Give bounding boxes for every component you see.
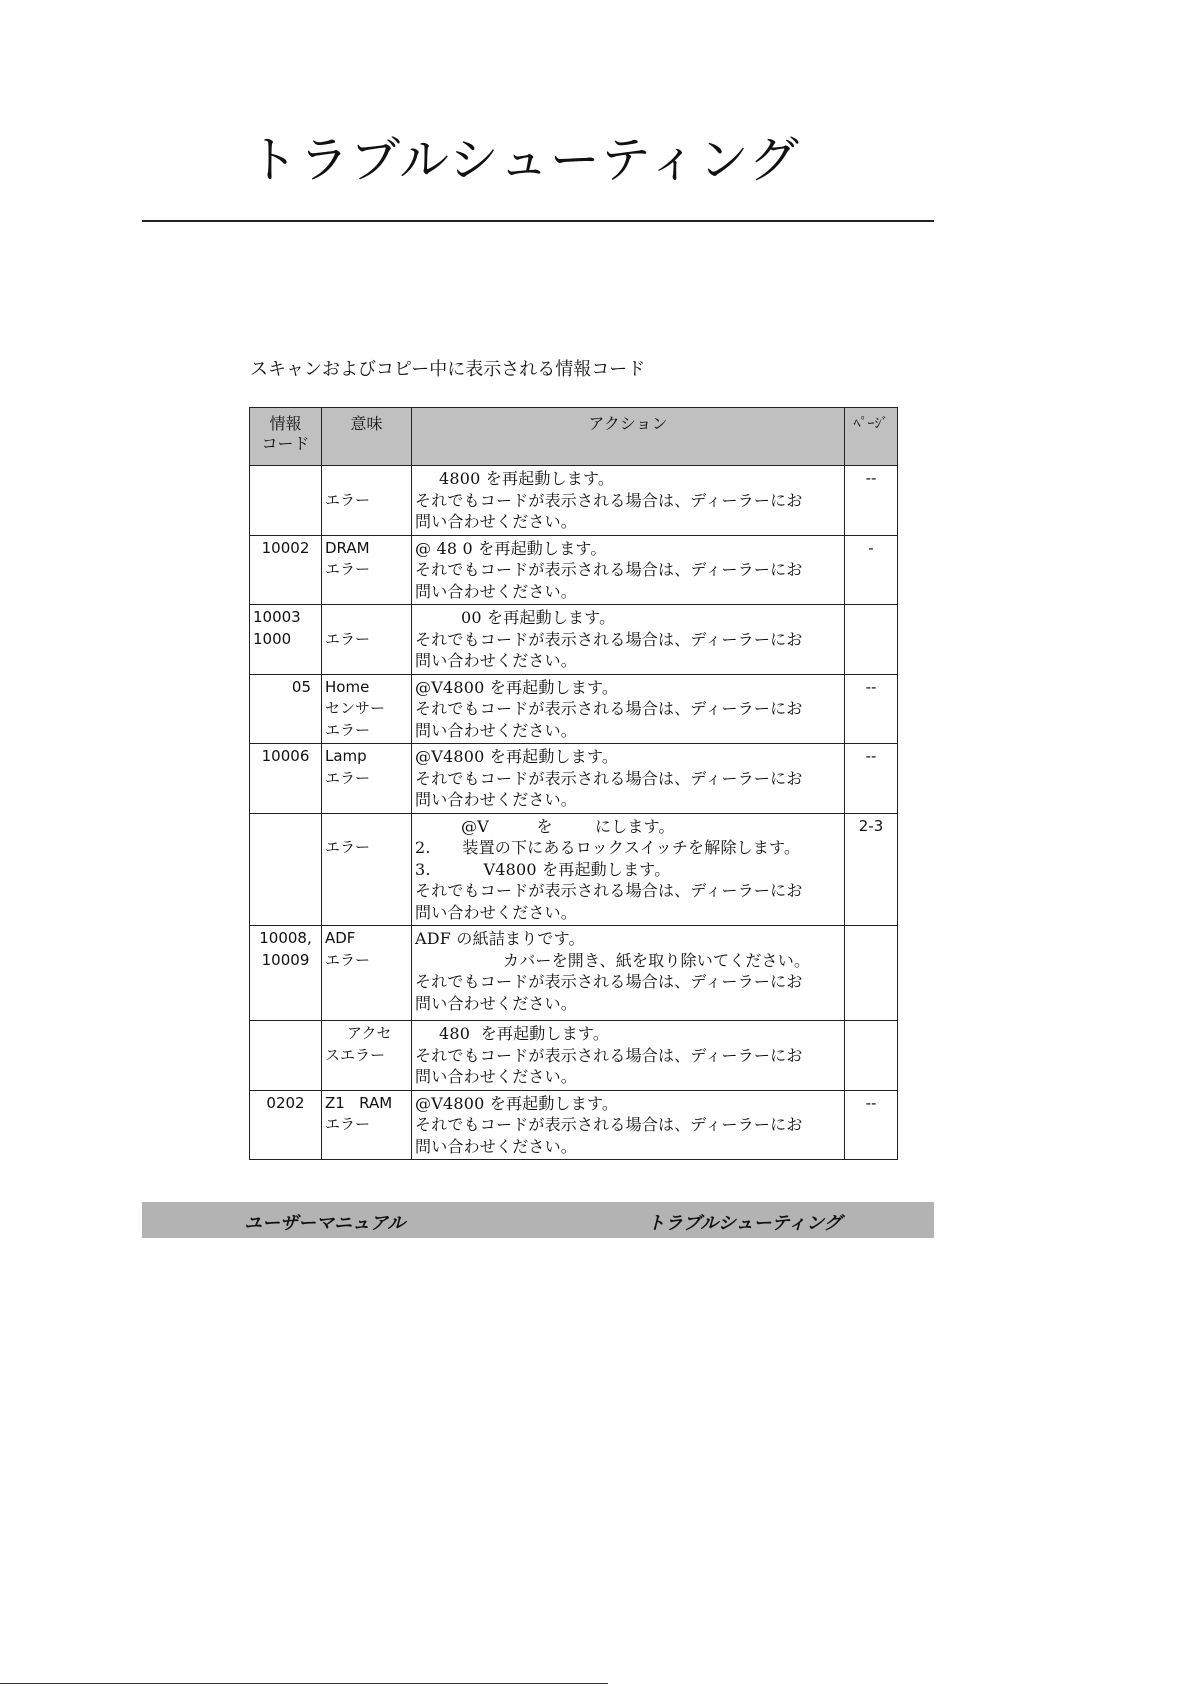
meaning-cell: DRAM エラー — [322, 535, 412, 605]
code-cell: 10002 — [250, 535, 322, 605]
code-cell — [250, 813, 322, 926]
meaning-cell: Lamp エラー — [322, 744, 412, 814]
page-cell — [845, 605, 898, 675]
footer-manual-title: ユーザーマニュアル — [244, 1213, 406, 1234]
table-row — [250, 813, 898, 926]
page-footer — [142, 1202, 934, 1238]
action-cell: @V4800 を再起動します。 それでもコードが表示される場合は、ディーラーにお 問い合わせください。 — [412, 744, 845, 814]
table-row — [250, 535, 898, 605]
title-divider — [142, 220, 934, 222]
action-cell: ADF の紙詰まりです。 カバーを開き、紙を取り除いてください。 それでもコードが表示される場合は、ディーラーにお 問い合わせください。 — [412, 926, 845, 1021]
page-cell: -- — [845, 466, 898, 536]
code-cell: 0202 — [250, 1090, 322, 1160]
action-cell: @V を にします。 2. 装置の下にあるロックスイッチを解除します。 3. V4800 を再起動します。 それでもコードが表示される場合は、ディーラーにお 問い合わせください。 — [412, 813, 845, 926]
page-cell — [845, 1021, 898, 1091]
meaning-cell: ADF エラー — [322, 926, 412, 1021]
page-cell: -- — [845, 1090, 898, 1160]
code-cell: 05 — [250, 674, 322, 744]
action-cell: @V4800 を再起動します。 それでもコードが表示される場合は、ディーラーにお 問い合わせください。 — [412, 674, 845, 744]
page-cell: - — [845, 535, 898, 605]
page-cell: -- — [845, 674, 898, 744]
meaning-cell: エラー — [322, 466, 412, 536]
meaning-cell: Z1 RAM エラー — [322, 1090, 412, 1160]
table-row — [250, 605, 898, 675]
footer-chapter-title: トラブルシューティング — [647, 1213, 842, 1234]
table-row — [250, 926, 898, 1021]
code-cell: 10003 1000 — [250, 605, 322, 675]
action-cell: @V4800 を再起動します。 それでもコードが表示される場合は、ディーラーにお 問い合わせください。 — [412, 1090, 845, 1160]
page-cell — [845, 926, 898, 1021]
code-cell: 10008, 10009 — [250, 926, 322, 1021]
info-code-table — [249, 407, 898, 1160]
section-heading: スキャンおよびコピー中に表示される情報コード — [250, 359, 646, 380]
code-cell: 10006 — [250, 744, 322, 814]
action-cell: 480 を再起動します。 それでもコードが表示される場合は、ディーラーにお 問い合わせください。 — [412, 1021, 845, 1091]
table-row — [250, 466, 898, 536]
code-cell — [250, 466, 322, 536]
meaning-cell: エラー — [322, 605, 412, 675]
header-meaning: 意味 — [322, 408, 412, 466]
header-page: ﾍﾟｰｼﾞ — [845, 408, 898, 466]
table-row — [250, 744, 898, 814]
table-row — [250, 674, 898, 744]
table-row — [250, 1090, 898, 1160]
meaning-cell: アクセ スエラー — [322, 1021, 412, 1091]
table-header-row — [250, 408, 898, 466]
table-row — [250, 1021, 898, 1091]
meaning-cell: エラー — [322, 813, 412, 926]
meaning-cell: Home センサー エラー — [322, 674, 412, 744]
header-action: アクション — [412, 408, 845, 466]
action-cell: 00 を再起動します。 それでもコードが表示される場合は、ディーラーにお 問い合わせください。 — [412, 605, 845, 675]
bottom-divider — [0, 1683, 608, 1684]
action-cell: 4800 を再起動します。 それでもコードが表示される場合は、ディーラーにお 問い合わせください。 — [412, 466, 845, 536]
page-cell: -- — [845, 744, 898, 814]
page-cell: 2-3 — [845, 813, 898, 926]
page-title: トラブルシューティング — [248, 131, 800, 189]
action-cell: @ 48 0 を再起動します。 それでもコードが表示される場合は、ディーラーにお 問い合わせください。 — [412, 535, 845, 605]
code-cell — [250, 1021, 322, 1091]
header-code: 情報 コード — [250, 408, 322, 466]
